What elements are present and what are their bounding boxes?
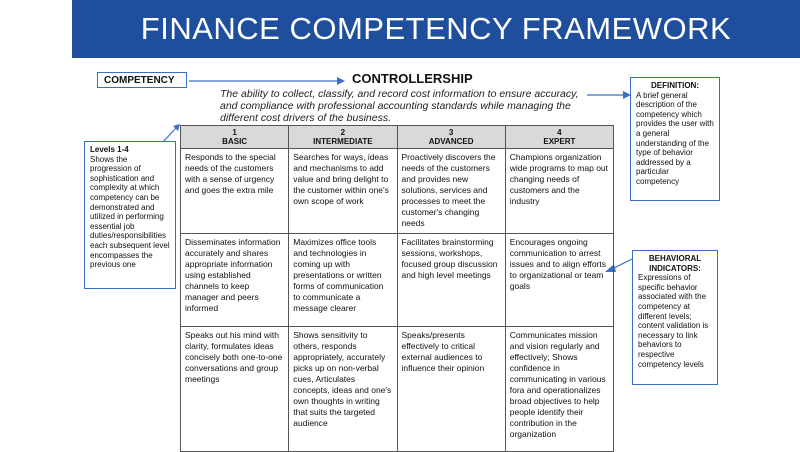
column-header-advanced [397, 126, 505, 149]
table-cell: Searches for ways, ideas and mechanisms to add value and bring delight to the customer within one's own scope of work [289, 149, 397, 234]
table-cell: Maximizes office tools and technologies in coming up with presentations or written forms of communication to communicate a message clearer [289, 234, 397, 327]
behavioral-indicators-box [632, 250, 718, 385]
table-cell: Champions organization wide programs to map out changing needs of customers and the industry [505, 149, 613, 234]
column-header-intermediate [289, 126, 397, 149]
table-cell: Proactively discovers the needs of the customers and provides new solutions, services and processes to meet the customer's changing needs [397, 149, 505, 234]
column-header-expert [505, 126, 613, 149]
column-label: EXPERT [543, 137, 576, 146]
competency-table [180, 125, 614, 452]
table-row [181, 149, 614, 234]
table-cell: Disseminates information accurately and shares appropriate information using established channels to keep manager and peers informed [181, 234, 289, 327]
table-header-row [181, 126, 614, 149]
table-cell: Shows sensitivity to others, responds appropriately, accurately picks up on non-verbal cues, Articulates concepts, ideas and one's own thoughts in writing that suits the targeted audience [289, 327, 397, 452]
definition-text: A brief general description of the competency which provides the user with a general understanding of the type of behavior addressed by a particular competency [636, 90, 714, 186]
column-label: ADVANCED [428, 137, 474, 146]
competency-description: The ability to collect, classify, and record cost information to ensure accuracy, and compliance with professional accounting standards while managing the different cost drivers of the business. [220, 88, 579, 124]
table-cell: Facilitates brainstorming sessions, workshops, focused group discussion and high level meetings [397, 234, 505, 327]
table-cell: Speaks/presents effectively to critical external audiences to influence their opinion [397, 327, 505, 452]
column-number: 3 [448, 128, 454, 137]
competency-tag-label: COMPETENCY [104, 74, 175, 86]
column-number: 2 [340, 128, 346, 137]
definition-title: DEFINITION: [651, 81, 699, 90]
table-cell: Communicates mission and vision regularly and effectively; Shows confidence in communicating in various fora and operationalizes broad objectives to help people identify their contribution in the organization [505, 327, 613, 452]
table-row [181, 234, 614, 327]
column-number: 4 [557, 128, 562, 137]
levels-text: Shows the progression of sophistication and complexity at which competency can be demonstrated and utilized in performing essential job duties/responsibilities each subsequent level encompasses the previous one [90, 154, 170, 270]
page-title: FINANCE COMPETENCY FRAMEWORK [140, 11, 732, 46]
competency-name: CONTROLLERSHIP [352, 71, 473, 86]
behavioral-title: BEHAVIORAL INDICATORS: [648, 254, 702, 273]
column-label: BASIC [222, 137, 248, 146]
definition-box [630, 77, 720, 201]
column-label: INTERMEDIATE [313, 137, 373, 146]
column-number: 1 [232, 128, 237, 137]
table-cell: Speaks out his mind with clarity, formulates ideas concisely both one-to-one conversations and group meetings [181, 327, 289, 452]
levels-title: Levels 1-4 [90, 145, 129, 154]
competency-arrow-icon [187, 75, 347, 87]
table-cell: Encourages ongoing communication to arrest issues and to align efforts to organizational or team goals [505, 234, 613, 327]
table-cell: Responds to the special needs of the customers with a sense of urgency and goes the extra mile [181, 149, 289, 234]
column-header-basic [181, 126, 289, 149]
title-banner [72, 0, 800, 58]
table-row [181, 327, 614, 452]
definition-arrow-icon [585, 89, 633, 101]
behavioral-text: Expressions of specific behavior associated with the competency at different levels; content validation is necessary to link behaviors to respective competency levels [638, 273, 709, 369]
levels-box [84, 141, 176, 289]
competency-tag [97, 72, 187, 88]
